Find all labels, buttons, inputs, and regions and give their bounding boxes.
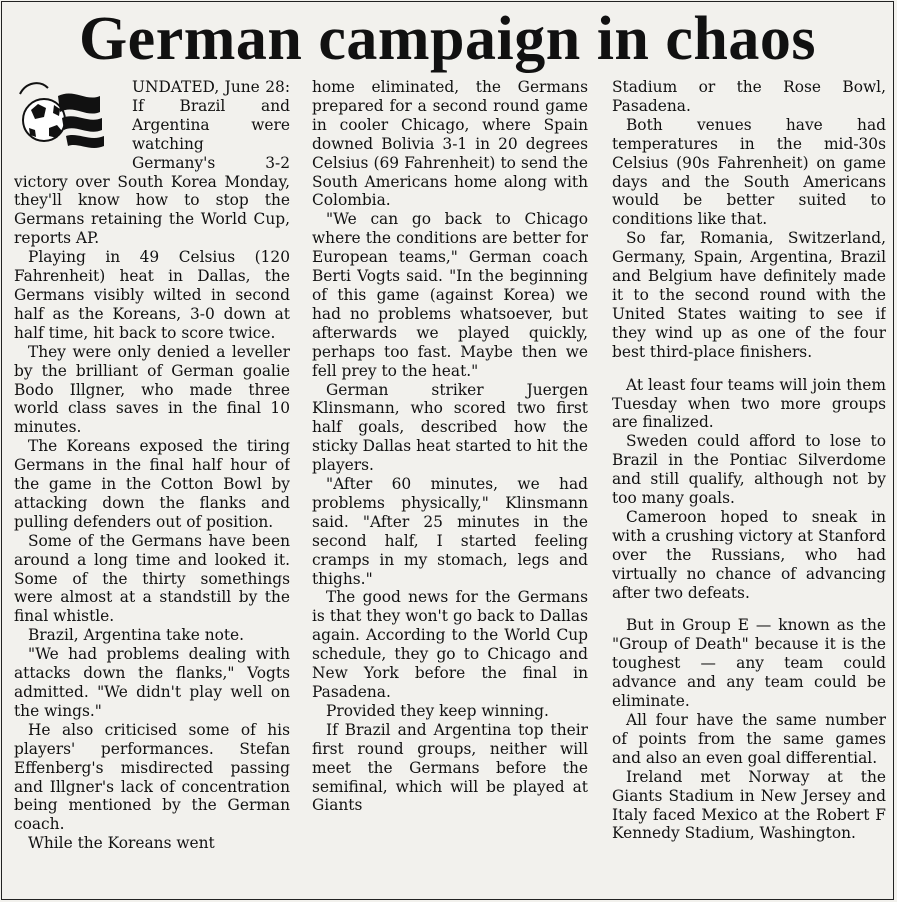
paragraph: Stadium or the Rose Bowl, Pasadena. (612, 78, 886, 115)
paragraph: The Koreans exposed the tiring Germans in the final half hour of the game in the Cotton Bowl by attacking down the flanks and pulling defenders out of position. (14, 437, 290, 531)
paragraph: The good news for the Germans is that they won't go back to Dallas again. According to the World Cup schedule, they go to Chicago and New York before the final in Pasadena. (312, 588, 588, 701)
paragraph: Both venues have had temperatures in the mid-30s Celsius (90s Fahrenheit) on game days and the South Americans would be better suited to conditions like that. (612, 115, 886, 229)
paragraph: Brazil, Argentina take note. (28, 626, 245, 645)
paragraph: UNDATED, June 28: If Brazil and Argentina were watching Germany's 3-2 victory over South Korea Monday, they'll know how to stop the Germans retaining the World Cup, reports AP. (14, 78, 290, 248)
paragraph: Cameroon hoped to sneak in with a crushing victory at Stanford over the Russians, who had virtually no chance of advancing after two defeats. (612, 507, 886, 602)
paragraph: He also criticised some of his players' performances. Stefan Effenberg's misdirected passing and Illgner's lack of concentration being mentioned by the German coach. (14, 720, 290, 834)
paragraph: Some of the Germans have been around a long time and looked it. Some of the thirty somethings were almost at a standstill by the final whistle. (14, 531, 290, 626)
article-column-1 (14, 78, 290, 898)
paragraph: If Brazil and Argentina top their first round groups, neither will meet the Germans before the semifinal, which will be played at Giants (312, 720, 588, 815)
paragraph: So far, Romania, Switzerland, Germany, Spain, Argentina, Brazil and Belgium have definitely made it to the second round with the United States waiting to see if they wind up as one of the four best third-place finishers. (612, 229, 886, 361)
paragraph: While the Koreans went (28, 834, 215, 853)
headline: German campaign in chaos (78, 5, 817, 73)
newspaper-clipping (1, 1, 894, 900)
paragraph: Sweden could afford to lose to Brazil in the Pontiac Silverdome and still qualify, although not by too many goals. (612, 432, 886, 508)
article-column-2 (312, 78, 588, 898)
paragraph: Provided they keep winning. (326, 701, 549, 720)
paragraph: home eliminated, the Germans prepared for a second round game in cooler Chicago, where Spain downed Bolivia 3-1 in 20 degrees Celsius (69 Fahrenheit) to send the South Americans home along with Colombia. (312, 78, 588, 210)
paragraph: "We had problems dealing with attacks down the flanks," Vogts admitted. "We didn't play well on the wings." (14, 645, 290, 720)
paragraph: Ireland met Norway at the Giants Stadium in New Jersey and Italy faced Mexico at the Robert F Kennedy Stadium, Washington. (612, 767, 886, 843)
paragraph: All four have the same number of points from the same games and also an even goal differential. (612, 711, 886, 767)
article-column-3 (612, 78, 886, 898)
world-cup-usa-94-logo-icon (14, 78, 124, 156)
paragraph: Playing in 49 Celsius (120 Fahrenheit) heat in Dallas, the Germans visibly wilted in second half as the Koreans, 3-0 down at half time, hit back to score twice. (14, 248, 290, 342)
paragraph: At least four teams will join them Tuesday when two more groups are finalized. (612, 375, 886, 432)
paragraph: They were only denied a leveller by the brilliant of German goalie Bodo Illgner, who made three world class saves in the final 10 minutes. (14, 342, 290, 437)
paragraph: But in Group E — known as the "Group of Death" because it is the toughest — any team could advance and any team could be eliminate. (612, 616, 886, 711)
paragraph: German striker Juergen Klinsmann, who scored two first half goals, described how the sticky Dallas heat started to hit the players. (312, 380, 588, 475)
paragraph: "After 60 minutes, we had problems physically," Klinsmann said. "After 25 minutes in the second half, I started feeling cramps in my stomach, legs and thighs." (312, 475, 588, 588)
paragraph: "We can go back to Chicago where the conditions are better for European teams," German coach Berti Vogts said. "In the beginning of this game (against Korea) we had no problems whatsoever, but afterwards we played quickly, perhaps too fast. Maybe then we fell prey to the heat." (312, 210, 588, 380)
